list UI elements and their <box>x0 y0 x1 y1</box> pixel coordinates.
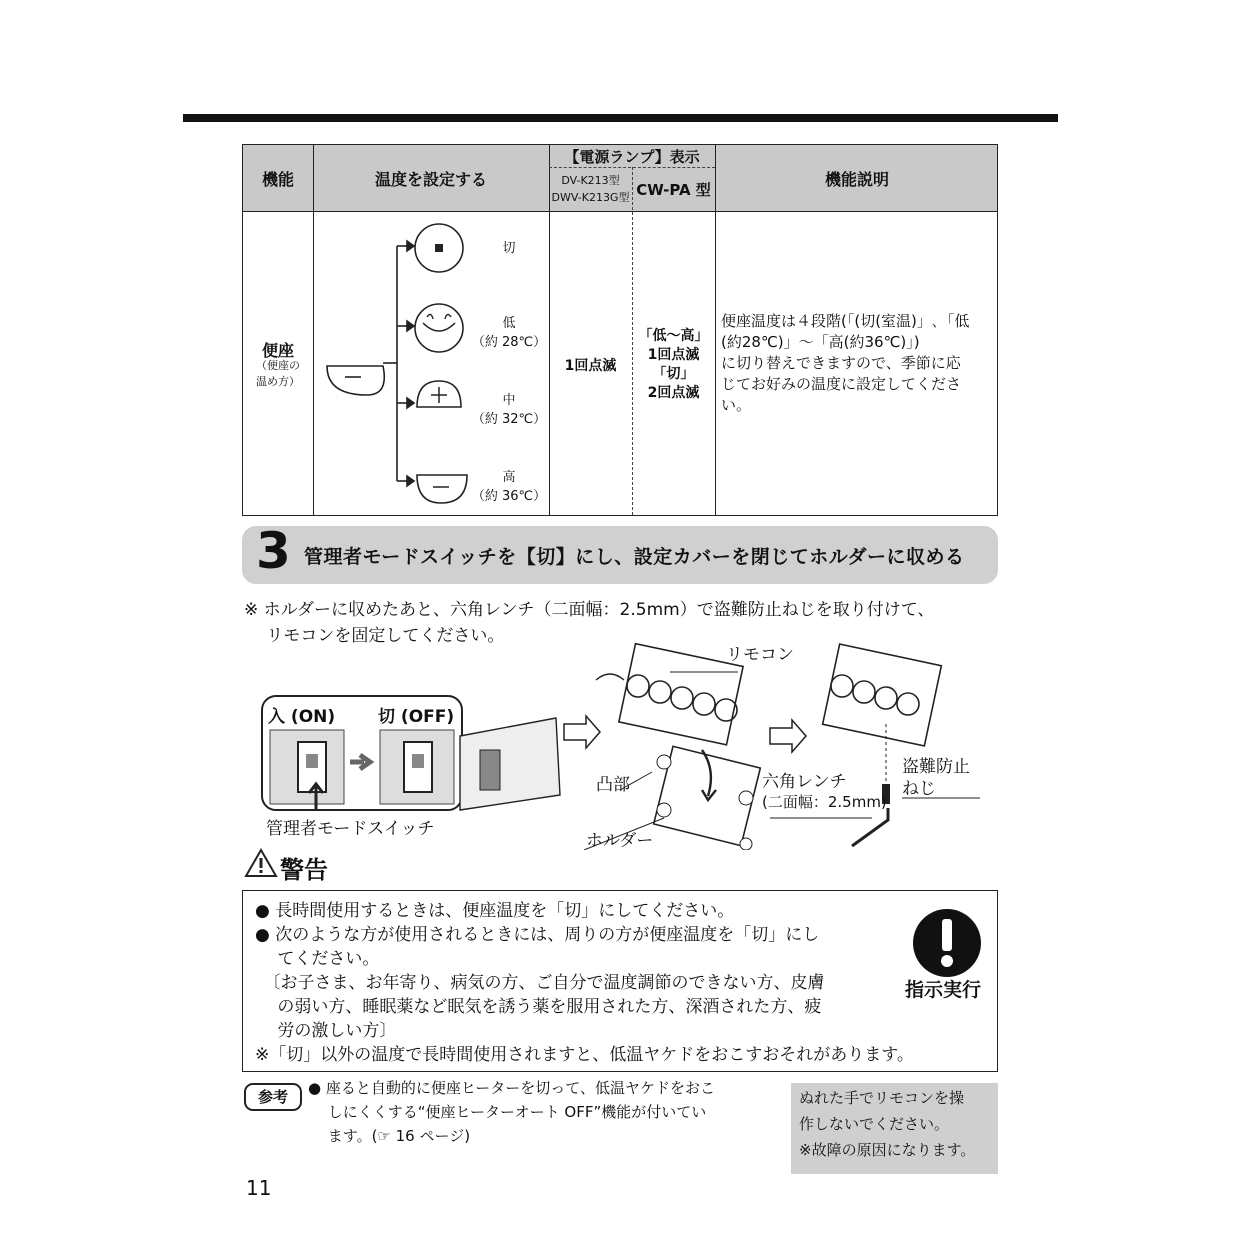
head-lamp: 【電源ランプ】表示 <box>564 148 700 166</box>
level-mid: 中 （約 32℃） <box>471 393 547 427</box>
seat-heat-button-icon <box>415 304 463 352</box>
holder-label: ホルダー <box>586 831 654 851</box>
screw-label: 盗難防止 ねじ <box>902 757 970 799</box>
reference-badge: 参考 <box>244 1083 302 1111</box>
head-description: 機能説明 <box>824 170 889 189</box>
head-set-temp: 温度を設定する <box>374 170 487 189</box>
function-description: 便座温度は４段階(「(切(室温)」､「低 (約28℃)」～「高(約36℃)」) に切り替えできますので、季節に応 じてお好みの温度に設定してくださ い。 <box>721 312 970 414</box>
step-number: 3 <box>256 522 291 580</box>
wrench-label: 六角レンチ (二面幅：2.5mm) <box>762 772 887 811</box>
warning-line: の弱い方、睡眠薬など眠気を誘う薬を服用された方、深酒された方、疲 <box>255 997 822 1017</box>
warning-line: 〔お子さま、お年寄り、病気の方、ご自分で温度調節のできない方、皮膚 <box>255 973 825 993</box>
warning-line: 労の激しい方〕 <box>255 1021 397 1041</box>
level-high: 高 （約 36℃） <box>471 470 547 504</box>
switch-label: 管理者モードスイッチ <box>266 819 435 839</box>
warning-line: ● 長時間使用するときは、便座温度を「切」にしてください。 <box>255 901 735 921</box>
head-function: 機能 <box>261 170 294 189</box>
lamp-model1: 1回点滅 <box>564 358 617 374</box>
warning-title: 警告 <box>244 848 328 885</box>
row-function-sub: （便座の 温め方） <box>256 359 300 388</box>
warning-line: ※「切」以外の温度で長時間使用されますと、低温ヤケドをおこすおそれがあります。 <box>255 1045 914 1065</box>
head-model1: DV-K213型 DWV-K213G型 <box>551 174 630 204</box>
installation-diagram <box>240 640 1000 850</box>
mandatory-action-icon <box>911 907 983 983</box>
caution-box: ぬれた手でリモコンを操 作しないでください。 ※故障の原因になります。 <box>791 1083 998 1174</box>
level-off: 切 <box>502 241 516 256</box>
off-label: 切 (OFF) <box>378 707 455 727</box>
level-low: 低 （約 28℃） <box>471 316 547 350</box>
page-number: 11 <box>246 1176 272 1200</box>
step-text: 管理者モードスイッチを【切】にし、設定カバーを閉じてホルダーに収める <box>304 546 965 568</box>
warning-box <box>242 890 998 1072</box>
header-rule <box>183 114 1058 122</box>
warning-line: てください。 <box>255 949 380 969</box>
boss-label: 凸部 <box>596 775 630 795</box>
fixing-note: ※ ホルダーに収めたあと、六角レンチ（二面幅：2.5mm）で盗難防止ねじを取り付けて、 リモコンを固定してください。 <box>244 600 935 646</box>
remote-label: リモコン <box>726 645 794 665</box>
step-banner <box>242 522 998 584</box>
on-label: 入 (ON) <box>268 707 336 727</box>
minus-button-icon <box>327 366 384 395</box>
head-model2: CW-PA 型 <box>636 181 711 199</box>
warning-line: ● 次のような方が使用されるときには、周りの方が便座温度を「切」にし <box>255 925 820 945</box>
minus-button-icon-2 <box>417 475 467 503</box>
settings-table <box>242 144 998 516</box>
row-function: 便座 <box>261 341 294 360</box>
lamp-model2: 「低～高」 1回点滅 「切」 2回点滅 <box>638 328 709 401</box>
warning-triangle-icon <box>244 848 280 884</box>
reference-text: ● 座ると自動的に便座ヒーターを切って、低温ヤケドをおこ しにくくする“便座ヒーターオート OFF”機能が付いてい ます。(☞ 16 ページ) <box>308 1079 715 1145</box>
instruction-label: 指示実行 <box>905 979 982 1001</box>
